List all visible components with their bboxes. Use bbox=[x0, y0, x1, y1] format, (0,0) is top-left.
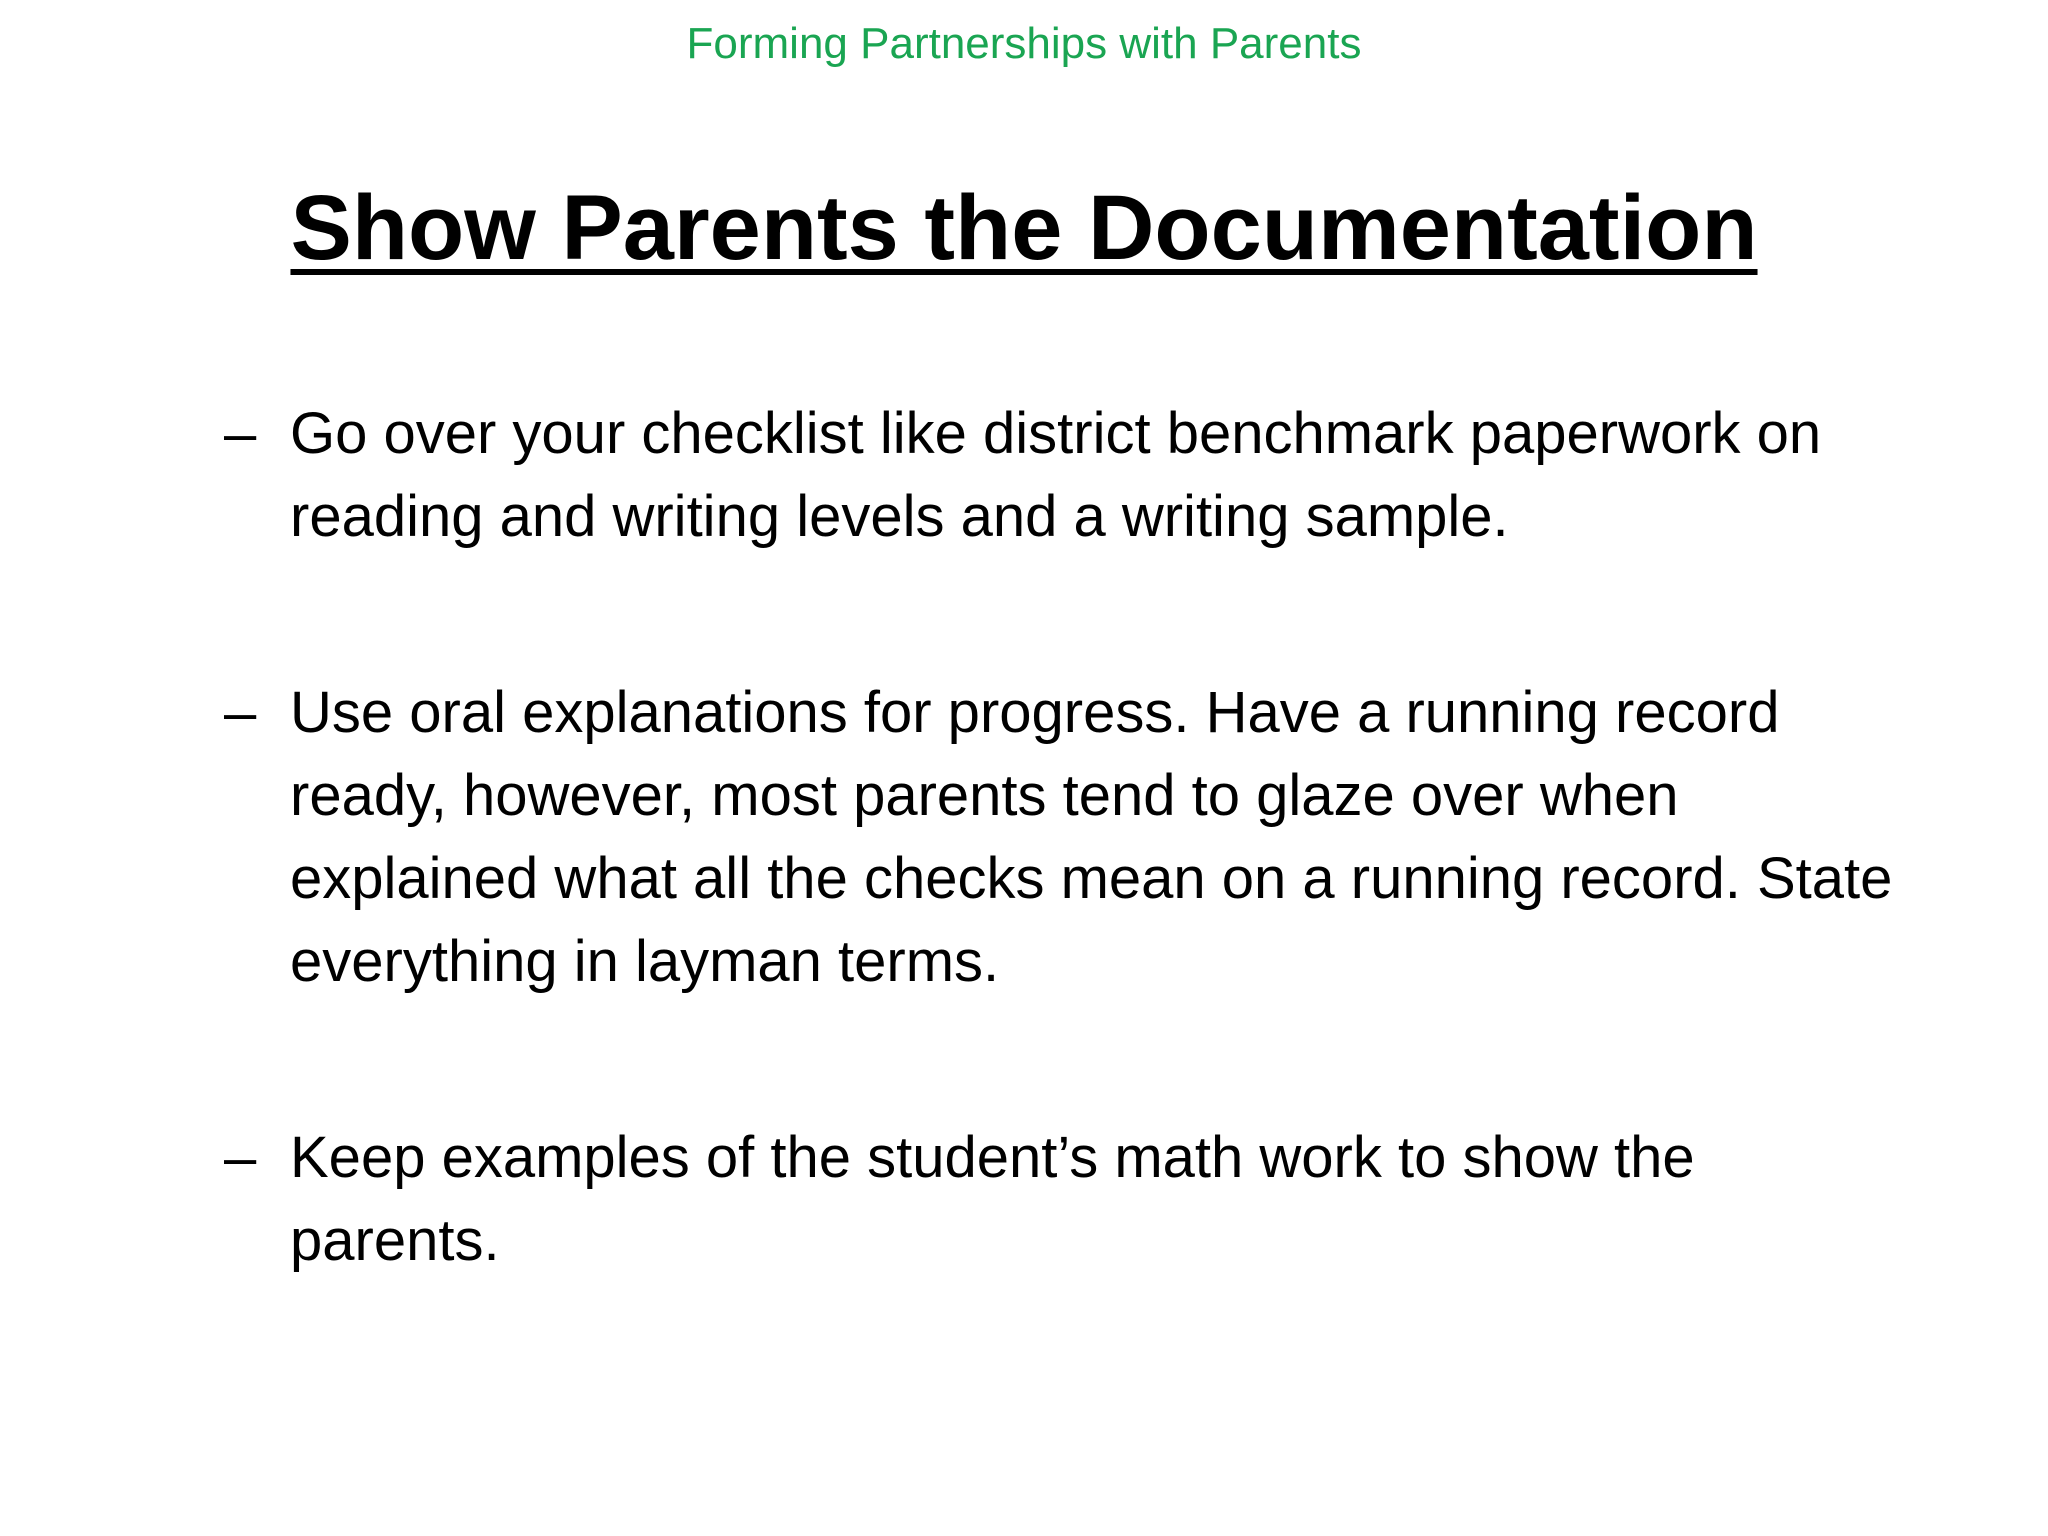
slide-header: Forming Partnerships with Parents bbox=[686, 19, 1362, 68]
bullet-item bbox=[224, 671, 1904, 1003]
bullet-item bbox=[224, 1116, 1904, 1282]
bullet-text: Keep examples of the student’s math work to show the parents. bbox=[290, 1125, 1695, 1273]
bullet-dash: – bbox=[224, 680, 257, 745]
bullet-dash: – bbox=[224, 401, 257, 466]
slide-title: Show Parents the Documentation bbox=[290, 177, 1758, 279]
bullet-item bbox=[224, 392, 1904, 558]
bullet-dash: – bbox=[224, 1125, 257, 1190]
bullet-list bbox=[224, 392, 1904, 1282]
bullet-text: Use oral explanations for progress. Have a running record ready, however, most parents tend to glaze over when explained what all the checks mean on a running record. State everything in layman terms. bbox=[290, 680, 1893, 994]
bullet-text: Go over your checklist like district benchmark paperwork on reading and writing levels and a writing sample. bbox=[290, 401, 1822, 549]
